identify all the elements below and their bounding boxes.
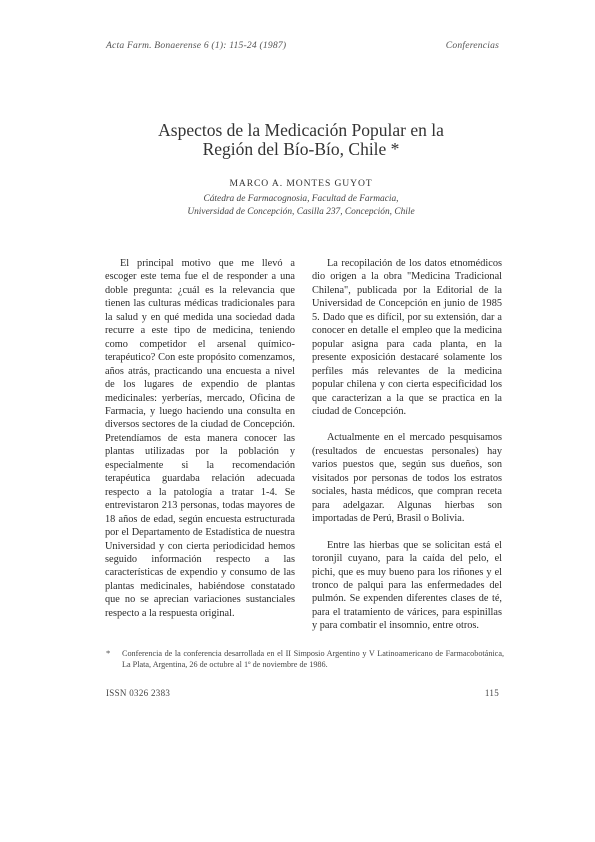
title-line-2: Región del Bío-Bío, Chile * — [202, 139, 400, 159]
body-paragraph: Entre las hierbas que se solicitan está el toronjil cuyano, para la caída del pelo, el pichi, que es muy bueno para los riñones y el tronco de palqui para las enfermedades del pulmón. Se expenden diferentes clases de té, para el tratamiento de várices, para espinillas y para combatir el insomnio, entre otros. — [312, 539, 502, 632]
body-column-left — [105, 257, 295, 620]
footnote-text: Conferencia de la conferencia desarrollada en el II Simposio Argentino y V Latinoamericano de Farmacobotánica, La Plata, Argentina, 26 de octubre al 1º de noviembre de 1986. — [122, 649, 504, 669]
running-header-section: Conferencias — [445, 40, 499, 51]
body-paragraph: El principal motivo que me llevó a escoger este tema fue el de responder a una doble pregunta: ¿cuál es la relevancia que tienen las culturas médicas tradicionales para la salud y en qué medida una sociedad dada recurre a este tipo de medicina, teniendo como competidor el arsenal químico-terapéutico? Con este propósito comenzamos, años atrás, practicando una encuesta a nivel de los lugares de expendio de plantas medicinales: yerberías, mercado, Oficina de Farmacia, y luego haciendo una consulta en diversos sectores de la ciudad de Concepción. Pretendíamos de esta manera conocer las plantas utilizadas por la población y especialmente si la recomendación terapéutica guardaba relación adecuada respecto a la patología a tratar 1-4. Se entrevistaron 213 personas, todas mayores de 18 años de edad, según encuesta estructurada por el Departamento de Estadística de nuestra Universidad y con cierta periodicidad hemos seguido información respecto a las características de expendio y consumo de las plantas medicinales, habiéndose constatado que no se aprecian variaciones sustanciales respecto a la respuesta original. — [105, 258, 295, 619]
author-name: MARCO A. MONTES GUYOT — [229, 178, 373, 189]
title-line-1: Aspectos de la Medicación Popular en la — [158, 120, 444, 140]
affiliation-line-1: Cátedra de Farmacognosia, Facultad de Farmacia, — [203, 194, 399, 204]
footnote-marker: * — [106, 648, 111, 658]
affiliation-line-2: Universidad de Concepción, Casilla 237, Concepción, Chile — [187, 206, 415, 217]
article-title — [100, 121, 502, 159]
body-paragraph: La recopilación de los datos etnomédicos dio origen a la obra "Medicina Tradicional Chilena", publicada por la Editorial de la Universidad de Concepción en junio de 1985 5. Dado que es difícil, por su extensión, dar a conocer en detalle el empleo que la medicina popular asigna para cada planta, en la presente exposición destacaré solamente los perfiles más relevantes de la medicina popular chilena y con cierta especificidad los que caracterizan a la que se practica en la ciudad de Concepción. — [312, 258, 502, 417]
footer-issn: ISSN 0326 2383 — [106, 688, 171, 698]
body-paragraph: Actualmente en el mercado pesquisamos (resultados de encuestas personales) hay varios puestos que, según sus dueños, son visitados por personas de todos los estratos sociales, hasta médicos, que compran receta para adelgazar. Algunas hierbas son importadas de Perú, Brasil o Bolivia. — [312, 432, 502, 525]
running-header-journal: Acta Farm. Bonaerense 6 (1): 115-24 (1987) — [106, 40, 287, 51]
body-column-right — [312, 257, 502, 633]
page-number: 115 — [484, 688, 499, 698]
author-affiliation — [100, 193, 502, 218]
